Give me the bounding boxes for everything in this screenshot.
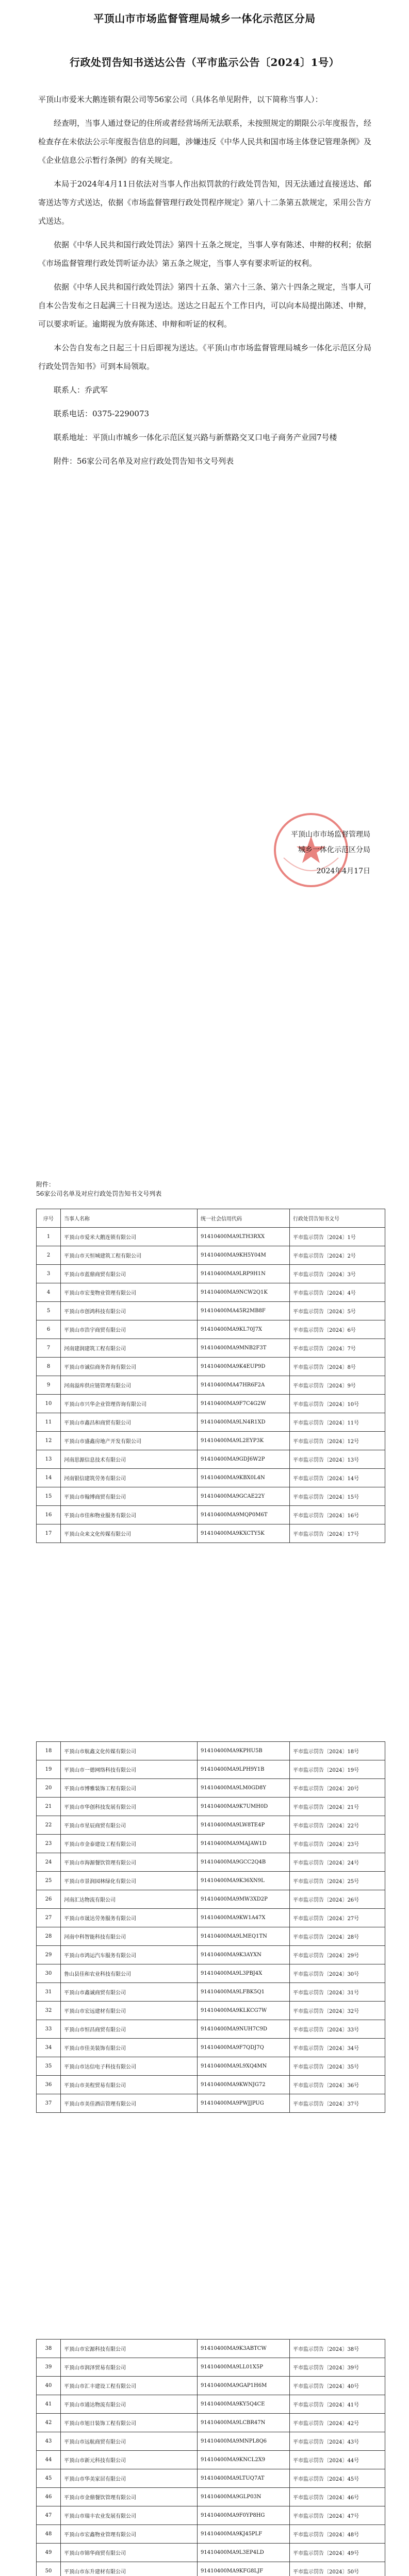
row-credit-code: 91410400MA9L9XQ4MN: [198, 2057, 290, 2076]
row-company-name: 河南银信建筑劳务有限公司: [61, 1469, 198, 1487]
table-row: [37, 1909, 385, 1927]
row-index: 28: [37, 1927, 61, 1946]
row-credit-code: 91410400MA9PWJJPUG: [198, 2094, 290, 2113]
row-company-name: 河南建润建筑工程有限公司: [61, 1339, 198, 1358]
row-doc-number: 平市监示罚告〔2024〕7号: [290, 1339, 385, 1358]
row-doc-number: 平市监示罚告〔2024〕3号: [290, 1265, 385, 1283]
row-doc-number: 平市监示罚告〔2024〕26号: [290, 1890, 385, 1909]
row-doc-number: 平市监示罚告〔2024〕9号: [290, 1376, 385, 1395]
row-doc-number: 平市监示罚告〔2024〕19号: [290, 1760, 385, 1779]
row-credit-code: 91410400MA9L3EP4LD: [198, 2544, 290, 2562]
row-doc-number: 平市监示罚告〔2024〕25号: [290, 1872, 385, 1890]
table-row: [37, 1413, 385, 1432]
row-index: 39: [37, 2358, 61, 2377]
row-doc-number: 平市监示罚告〔2024〕45号: [290, 2469, 385, 2488]
row-index: 15: [37, 1487, 61, 1506]
row-company-name: 平顶山市美程贸易有限公司: [61, 2076, 198, 2094]
row-index: 46: [37, 2488, 61, 2506]
header-doc: 行政处罚告知书文号: [290, 1209, 385, 1228]
table-row: [37, 2414, 385, 2432]
row-doc-number: 平市监示罚告〔2024〕16号: [290, 1506, 385, 1524]
row-doc-number: 平市监示罚告〔2024〕48号: [290, 2525, 385, 2544]
table-row: [37, 1779, 385, 1798]
row-doc-number: 平市监示罚告〔2024〕13号: [290, 1450, 385, 1469]
row-doc-number: 平市监示罚告〔2024〕24号: [290, 1853, 385, 1872]
row-doc-number: 平市监示罚告〔2024〕36号: [290, 2076, 385, 2094]
row-doc-number: 平市监示罚告〔2024〕11号: [290, 1413, 385, 1432]
row-company-name: 平顶山市盛鑫房地产开发有限公司: [61, 1432, 198, 1450]
row-doc-number: 平市监示罚告〔2024〕1号: [290, 1228, 385, 1246]
row-index: 11: [37, 1413, 61, 1432]
table-row: [37, 1983, 385, 2002]
row-credit-code: 91410400MA9MNPL8Q6: [198, 2432, 290, 2451]
table-row: [37, 2002, 385, 2020]
row-doc-number: 平市监示罚告〔2024〕12号: [290, 1432, 385, 1450]
table-row: [37, 2488, 385, 2506]
row-credit-code: 91410400MA9LPH9Y1B: [198, 1760, 290, 1779]
row-credit-code: 91410400MA9KH5Y04M: [198, 1246, 290, 1265]
table-body: [37, 1228, 385, 1543]
row-index: 22: [37, 1816, 61, 1835]
table-row: [37, 2562, 385, 2576]
row-doc-number: 平市监示罚告〔2024〕21号: [290, 1798, 385, 1816]
row-credit-code: 91410400MA9KLKCG7W: [198, 2002, 290, 2020]
row-credit-code: 91410400MA9NUH7C9D: [198, 2020, 290, 2039]
doc-title: 行政处罚告知书送达公告（平市监示公告〔2024〕1号）: [69, 56, 340, 69]
row-credit-code: 91410400MA9LCBR47N: [198, 2414, 290, 2432]
row-doc-number: 平市监示罚告〔2024〕44号: [290, 2451, 385, 2469]
row-credit-code: 91410400MA9LN4R1XD: [198, 1413, 290, 1432]
row-index: 40: [37, 2377, 61, 2395]
table-row: [37, 2377, 385, 2395]
row-company-name: 平顶山市浩宇商贸有限公司: [61, 1320, 198, 1339]
row-doc-number: 平市监示罚告〔2024〕33号: [290, 2020, 385, 2039]
row-doc-number: 平市监示罚告〔2024〕32号: [290, 2002, 385, 2020]
notice-paragraph: 本公告自发布之日起三十日后即视为送达。《平顶山市市场监督管理局城乡一体化示范区分局行政处罚告知书》可到本局领取。: [38, 343, 371, 371]
row-company-name: 平顶山市蓝鼎商贸有限公司: [61, 1265, 198, 1283]
table-row: [37, 1816, 385, 1835]
row-credit-code: 91410400MA9KJ45PLF: [198, 2525, 290, 2544]
row-company-name: 平顶山市博雅装饰工程有限公司: [61, 1779, 198, 1798]
row-company-name: 平顶山市鸿运汽车服务有限公司: [61, 1946, 198, 1964]
table-row: [37, 1450, 385, 1469]
row-company-name: 平顶山市东升建材有限公司: [61, 2562, 198, 2576]
row-doc-number: 平市监示罚告〔2024〕22号: [290, 1816, 385, 1835]
org-title: 平顶山市市场监督管理局城乡一体化示范区分局: [93, 12, 316, 25]
table-row: [37, 1927, 385, 1946]
row-index: 13: [37, 1450, 61, 1469]
row-company-name: 平顶山市通达物流有限公司: [61, 2395, 198, 2414]
row-credit-code: 91410400MA9MAJAW1D: [198, 1835, 290, 1853]
row-doc-number: 平市监示罚告〔2024〕10号: [290, 1395, 385, 1413]
row-credit-code: 91410400MA9KY5Q4CE: [198, 2395, 290, 2414]
row-company-name: 平顶山市天恒城建筑工程有限公司: [61, 1246, 198, 1265]
row-credit-code: 91410400MA9LTUQ7AT: [198, 2469, 290, 2488]
row-company-name: 平顶山市宏源科技有限公司: [61, 2340, 198, 2358]
row-doc-number: 平市监示罚告〔2024〕47号: [290, 2506, 385, 2525]
row-company-name: 平顶山市美佳酒店管理有限公司: [61, 2094, 198, 2113]
appendix-page-1: [0, 1180, 409, 1710]
row-company-name: 平顶山市创鸿科技有限公司: [61, 1302, 198, 1320]
table-row: [37, 2544, 385, 2562]
table-row: [37, 1432, 385, 1450]
appendix-table-cont: [36, 2339, 385, 2576]
row-index: 34: [37, 2039, 61, 2057]
table-header-row: [37, 1209, 385, 1228]
row-doc-number: 平市监示罚告〔2024〕4号: [290, 1283, 385, 1302]
row-index: 43: [37, 2432, 61, 2451]
row-index: 2: [37, 1246, 61, 1265]
row-doc-number: 平市监示罚告〔2024〕14号: [290, 1469, 385, 1487]
row-company-name: 平顶山市兴华企业管理咨询有限公司: [61, 1395, 198, 1413]
table-row: [37, 2076, 385, 2094]
row-doc-number: 平市监示罚告〔2024〕34号: [290, 2039, 385, 2057]
row-index: 16: [37, 1506, 61, 1524]
table-row: [37, 1265, 385, 1283]
appendix-table-cont: [36, 1741, 385, 2113]
signature-line-2: 城乡一体化示范区分局: [298, 846, 370, 854]
row-doc-number: 平市监示罚告〔2024〕20号: [290, 1779, 385, 1798]
table-row: [37, 1395, 385, 1413]
notice-paragraph: 平顶山市爱米大鹅连锁有限公司等56家公司（具体名单见附件，以下简称当事人）：: [38, 95, 323, 104]
row-credit-code: 91410400MA45R2MB8F: [198, 1302, 290, 1320]
row-index: 10: [37, 1395, 61, 1413]
row-company-name: 平顶山市新元科技有限公司: [61, 2451, 198, 2469]
row-index: 21: [37, 1798, 61, 1816]
row-doc-number: 平市监示罚告〔2024〕39号: [290, 2358, 385, 2377]
row-index: 26: [37, 1890, 61, 1909]
row-doc-number: 平市监示罚告〔2024〕8号: [290, 1358, 385, 1376]
row-index: 41: [37, 2395, 61, 2414]
row-company-name: 平顶山市旭日装饰工程有限公司: [61, 2414, 198, 2432]
table-row: [37, 1469, 385, 1487]
table-row: [37, 1487, 385, 1506]
row-index: 6: [37, 1320, 61, 1339]
row-doc-number: 平市监示罚告〔2024〕6号: [290, 1320, 385, 1339]
row-credit-code: 91410400MA9GDJ6W2P: [198, 1450, 290, 1469]
row-index: 42: [37, 2414, 61, 2432]
row-credit-code: 91410400MA9KXCTY5K: [198, 1524, 290, 1543]
row-index: 14: [37, 1469, 61, 1487]
table-row: [37, 1302, 385, 1320]
appendix-label: 附件：: [36, 1181, 55, 1188]
row-doc-number: 平市监示罚告〔2024〕43号: [290, 2432, 385, 2451]
row-company-name: 平顶山市金鼎餐饮管理有限公司: [61, 2488, 198, 2506]
row-credit-code: 91410400MA9LM0GD8Y: [198, 1779, 290, 1798]
table-row: [37, 1339, 385, 1358]
contact-phone: 联系电话：0375-2290073: [54, 409, 150, 418]
table-row: [37, 2525, 385, 2544]
row-credit-code: 91410400MA9NCW2Q1K: [198, 1283, 290, 1302]
table-row: [37, 2057, 385, 2076]
notice-paragraph: 依据《中华人民共和国行政处罚法》第四十五条、第六十三条、第六十四条之规定，当事人可自本公告发布之日起满三十日视为送达。送达之日起五个工作日内，可以向本局提出陈述、申辩，可以要求听证。逾期视为放弃陈述、申辩和听证的权利。: [38, 282, 371, 329]
row-company-name: 平顶山市华创科技发展有限公司: [61, 1798, 198, 1816]
table-body: [37, 2340, 385, 2576]
row-credit-code: 91410400MA9KWNJG72: [198, 2076, 290, 2094]
table-row: [37, 1798, 385, 1816]
table-row: [37, 2432, 385, 2451]
row-company-name: 平顶山市宏鑫物业管理有限公司: [61, 2525, 198, 2544]
row-index: 30: [37, 1964, 61, 1983]
table-row: [37, 1320, 385, 1339]
row-credit-code: 91410400MA9MNB2F3T: [198, 1339, 290, 1358]
row-company-name: 平顶山市润泽贸易有限公司: [61, 2358, 198, 2377]
row-doc-number: 平市监示罚告〔2024〕49号: [290, 2544, 385, 2562]
row-doc-number: 平市监示罚告〔2024〕29号: [290, 1946, 385, 1964]
row-doc-number: 平市监示罚告〔2024〕42号: [290, 2414, 385, 2432]
notice-paragraph: 依据《中华人民共和国行政处罚法》第四十五条之规定，当事人享有陈述、申辩的权利；依据《市场监督管理行政处罚听证办法》第五条之规定，当事人享有要求听证的权利。: [38, 240, 371, 268]
row-doc-number: 平市监示罚告〔2024〕41号: [290, 2395, 385, 2414]
row-company-name: 河南思源信息技术有限公司: [61, 1450, 198, 1469]
row-index: 24: [37, 1853, 61, 1872]
row-index: 18: [37, 1742, 61, 1760]
row-index: 4: [37, 1283, 61, 1302]
row-credit-code: 91410400MA9LL01X5P: [198, 2358, 290, 2377]
table-row: [37, 1946, 385, 1964]
row-index: 12: [37, 1432, 61, 1450]
row-index: 47: [37, 2506, 61, 2525]
row-credit-code: 91410400MA9L3PBJ4X: [198, 1964, 290, 1983]
appendix-table: [36, 1209, 385, 1543]
row-doc-number: 平市监示罚告〔2024〕5号: [290, 1302, 385, 1320]
row-company-name: 平顶山市金泰建设工程有限公司: [61, 1835, 198, 1853]
row-credit-code: 91410400MA9GAP1H6M: [198, 2377, 290, 2395]
row-company-name: 平顶山市晟达劳务服务有限公司: [61, 1909, 198, 1927]
table-row: [37, 1358, 385, 1376]
signature-date: 2024年4月17日: [316, 867, 370, 875]
row-company-name: 平顶山市宏斐物业管理有限公司: [61, 1283, 198, 1302]
row-company-name: 平顶山市翰博商贸有限公司: [61, 1487, 198, 1506]
row-index: 1: [37, 1228, 61, 1246]
signature-org: [291, 827, 370, 858]
table-row: [37, 1376, 385, 1395]
table-row: [37, 1853, 385, 1872]
table-body: [37, 1742, 385, 2113]
attachment-line: 附件：56家公司名单及对应行政处罚告知书文号列表: [54, 456, 234, 466]
table-row: [37, 1524, 385, 1543]
row-company-name: 平顶山市鑫昌和商贸有限公司: [61, 1413, 198, 1432]
row-index: 25: [37, 1872, 61, 1890]
row-company-name: 河南溢库供应链管理有限公司: [61, 1376, 198, 1395]
appendix-heading: [36, 1180, 161, 1198]
row-company-name: 平顶山市达信电子科技有限公司: [61, 2057, 198, 2076]
row-index: 20: [37, 1779, 61, 1798]
table-row: [37, 2395, 385, 2414]
row-index: 8: [37, 1358, 61, 1376]
notice-paragraph: 经查明，当事人通过登记的住所或者经营场所无法联系，未按照规定的期限公示年度报告，经检查存在未依法公示年度报告信息的问题，涉嫌违反《中华人民共和国市场主体登记管理条例》及《企业信息公示暂行条例》的有关规定。: [38, 118, 371, 165]
signature-line-1: 平顶山市市场监督管理局: [291, 831, 370, 839]
row-doc-number: 平市监示罚告〔2024〕38号: [290, 2340, 385, 2358]
row-credit-code: 91410400MA47HR6F2A: [198, 1376, 290, 1395]
row-company-name: 平顶山市海源餐饮管理有限公司: [61, 1853, 198, 1872]
row-credit-code: 91410400MA9GCAE22Y: [198, 1487, 290, 1506]
row-credit-code: 91410400MA9KW1A47X: [198, 1909, 290, 1927]
row-company-name: 平顶山市诚信商务咨询有限公司: [61, 1358, 198, 1376]
appendix-caption: 56家公司名单及对应行政处罚告知书文号列表: [36, 1190, 162, 1197]
row-company-name: 平顶山市航鑫文化传媒有限公司: [61, 1742, 198, 1760]
table-row: [37, 1283, 385, 1302]
row-credit-code: 91410400MA9GCC2Q4B: [198, 1853, 290, 1872]
table-row: [37, 1228, 385, 1246]
row-index: 37: [37, 2094, 61, 2113]
table-row: [37, 1742, 385, 1760]
row-company-name: 平顶山市恒昌商贸有限公司: [61, 2020, 198, 2039]
row-index: 9: [37, 1376, 61, 1395]
row-company-name: 平顶山市佳美装饰有限公司: [61, 2039, 198, 2057]
contact-person: 联系人：乔武军: [54, 385, 108, 395]
row-doc-number: 平市监示罚告〔2024〕30号: [290, 1964, 385, 1983]
row-index: 7: [37, 1339, 61, 1358]
row-credit-code: 91410400MA9L2EYP3K: [198, 1432, 290, 1450]
notice-body: [38, 90, 371, 476]
appendix-page-3: [0, 2339, 409, 2576]
row-credit-code: 91410400MA9MW3XD2P: [198, 1890, 290, 1909]
row-company-name: 河南汇达物流有限公司: [61, 1890, 198, 1909]
row-doc-number: 平市监示罚告〔2024〕37号: [290, 2094, 385, 2113]
row-credit-code: 91410400MA9LFBK5Q1: [198, 1983, 290, 2002]
row-credit-code: 91410400MA9K3AYXN: [198, 1946, 290, 1964]
row-index: 33: [37, 2020, 61, 2039]
row-credit-code: 91410400MA9K7UMH0D: [198, 1798, 290, 1816]
row-index: 35: [37, 2057, 61, 2076]
row-index: 45: [37, 2469, 61, 2488]
table-row: [37, 2039, 385, 2057]
row-doc-number: 平市监示罚告〔2024〕35号: [290, 2057, 385, 2076]
row-doc-number: 平市监示罚告〔2024〕23号: [290, 1835, 385, 1853]
row-index: 29: [37, 1946, 61, 1964]
header-name: 当事人名称: [61, 1209, 198, 1228]
table-row: [37, 2358, 385, 2377]
row-credit-code: 91410400MA9F0YP8HG: [198, 2506, 290, 2525]
row-credit-code: 91410400MA9KFG8LJF: [198, 2562, 290, 2576]
table-row: [37, 2451, 385, 2469]
table-row: [37, 2340, 385, 2358]
row-doc-number: 平市监示罚告〔2024〕31号: [290, 1983, 385, 2002]
notice-paragraph: 本局于2024年4月11日依法对当事人作出拟罚款的行政处罚告知，因无法通过直接送达、邮寄送达等方式送达，依据《市场监督管理行政处罚程序规定》第八十二条第五款规定，采用公告方式送达。: [38, 179, 371, 226]
row-index: 38: [37, 2340, 61, 2358]
appendix-page-2: [0, 1741, 409, 2298]
row-index: 27: [37, 1909, 61, 1927]
row-company-name: 鲁山县佳和农业科技有限公司: [61, 1964, 198, 1983]
row-doc-number: 平市监示罚告〔2024〕15号: [290, 1487, 385, 1506]
table-row: [37, 1246, 385, 1265]
row-index: 17: [37, 1524, 61, 1543]
row-doc-number: 平市监示罚告〔2024〕28号: [290, 1927, 385, 1946]
table-row: [37, 2094, 385, 2113]
header-code: 统一社会信用代码: [198, 1209, 290, 1228]
row-company-name: 平顶山市爱米大鹅连锁有限公司: [61, 1228, 198, 1246]
row-company-name: 平顶山市宏远建材有限公司: [61, 2002, 198, 2020]
row-company-name: 平顶山市一德网络科技有限公司: [61, 1760, 198, 1779]
row-credit-code: 91410400MA9K3ABTCW: [198, 2340, 290, 2358]
row-doc-number: 平市监示罚告〔2024〕40号: [290, 2377, 385, 2395]
row-index: 3: [37, 1265, 61, 1283]
row-index: 48: [37, 2525, 61, 2544]
row-credit-code: 91410400MA9LMEQ1TN: [198, 1927, 290, 1946]
table-row: [37, 1890, 385, 1909]
row-company-name: 平顶山市华美家居有限公司: [61, 2469, 198, 2488]
row-company-name: 平顶山市汇丰建设工程有限公司: [61, 2377, 198, 2395]
row-company-name: 平顶山市星辰商贸有限公司: [61, 1816, 198, 1835]
table-row: [37, 1964, 385, 1983]
row-index: 49: [37, 2544, 61, 2562]
row-index: 19: [37, 1760, 61, 1779]
table-row: [37, 2020, 385, 2039]
row-doc-number: 平市监示罚告〔2024〕27号: [290, 1909, 385, 1927]
row-index: 23: [37, 1835, 61, 1853]
row-company-name: 河南中科智能科技有限公司: [61, 1927, 198, 1946]
row-credit-code: 91410400MA9GLP03N: [198, 2488, 290, 2506]
contact-address: 联系地址：平顶山市城乡一体化示范区复兴路与新蔡路交叉口电子商务产业园7号楼: [54, 433, 337, 442]
row-company-name: 平顶山市鑫诚商贸有限公司: [61, 1983, 198, 2002]
table-row: [37, 2506, 385, 2525]
row-credit-code: 91410400MA9F7C4G2W: [198, 1395, 290, 1413]
row-doc-number: 平市监示罚告〔2024〕18号: [290, 1742, 385, 1760]
table-row: [37, 1506, 385, 1524]
row-doc-number: 平市监示罚告〔2024〕17号: [290, 1524, 385, 1543]
header-index: 序号: [37, 1209, 61, 1228]
row-credit-code: 91410400MA9KL70J7X: [198, 1320, 290, 1339]
row-index: 44: [37, 2451, 61, 2469]
row-credit-code: 91410400MA9LRP9H1N: [198, 1265, 290, 1283]
table-row: [37, 1835, 385, 1853]
row-credit-code: 91410400MA9LTH3RXX: [198, 1228, 290, 1246]
row-credit-code: 91410400MA9F7QDJ7Q: [198, 2039, 290, 2057]
signature-block: [226, 806, 381, 909]
row-credit-code: 91410400MA9MQP0M6T: [198, 1506, 290, 1524]
row-credit-code: 91410400MA9KPHU5B: [198, 1742, 290, 1760]
row-index: 50: [37, 2562, 61, 2576]
row-credit-code: 91410400MA9LW8TE4P: [198, 1816, 290, 1835]
row-company-name: 平顶山市景润园林绿化有限公司: [61, 1872, 198, 1890]
row-company-name: 平顶山市佳和物业服务有限公司: [61, 1506, 198, 1524]
row-doc-number: 平市监示罚告〔2024〕46号: [290, 2488, 385, 2506]
row-credit-code: 91410400MA9KNCL2X9: [198, 2451, 290, 2469]
table-row: [37, 1872, 385, 1890]
row-index: 31: [37, 1983, 61, 2002]
row-index: 32: [37, 2002, 61, 2020]
row-credit-code: 91410400MA9K4EUP9D: [198, 1358, 290, 1376]
row-credit-code: 91410400MA9K36XN9L: [198, 1872, 290, 1890]
row-index: 5: [37, 1302, 61, 1320]
row-company-name: 平顶山市锦华商贸有限公司: [61, 2544, 198, 2562]
table-row: [37, 1760, 385, 1779]
row-doc-number: 平市监示罚告〔2024〕2号: [290, 1246, 385, 1265]
row-doc-number: 平市监示罚告〔2024〕50号: [290, 2562, 385, 2576]
row-company-name: 平顶山市瑞丰农业发展有限公司: [61, 2506, 198, 2525]
row-credit-code: 91410400MA9KBX0L4N: [198, 1469, 290, 1487]
notice-page: [0, 0, 409, 958]
row-index: 36: [37, 2076, 61, 2094]
table-row: [37, 2469, 385, 2488]
row-company-name: 平顶山市远航商贸有限公司: [61, 2432, 198, 2451]
row-company-name: 平顶山众来文化传媒有限公司: [61, 1524, 198, 1543]
